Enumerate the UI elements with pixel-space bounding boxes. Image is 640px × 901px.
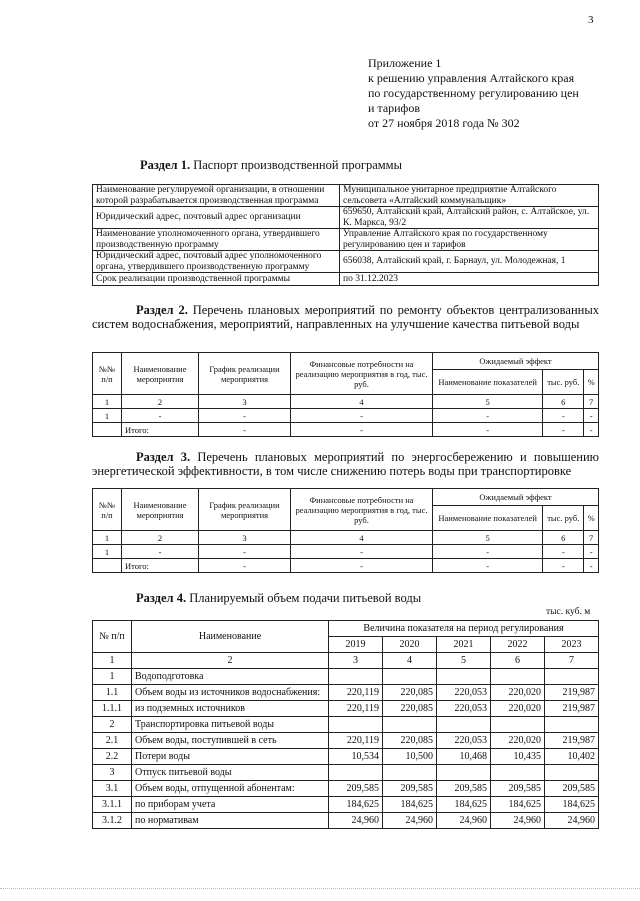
header-cell: Ожидаемый эффект [433, 489, 599, 506]
header-cell: №№ п/п [93, 353, 122, 395]
table-cell [544, 717, 598, 733]
table-cell: 6 [543, 395, 584, 409]
table-cell: - [543, 559, 584, 573]
table-cell: 3.1.1 [93, 797, 132, 813]
table-cell: 1 [93, 409, 122, 423]
table-cell: 656038, Алтайский край, г. Барнаул, ул. Молодежная, 1 [340, 251, 599, 273]
table-cell: - [543, 423, 584, 437]
table-cell: 24,960 [490, 813, 544, 829]
table-cell: 184,625 [436, 797, 490, 813]
header-cell: Наименование показателей [433, 506, 543, 531]
table-cell: 220,119 [329, 733, 383, 749]
appendix-line: от 27 ноября 2018 года № 302 [368, 116, 520, 130]
table-cell: 6 [490, 653, 544, 669]
table-cell: - [433, 409, 543, 423]
table-cell [93, 559, 122, 573]
table-cell: Муниципальное унитарное предприятие Алтайского сельсовета «Алтайский коммунальщик» [340, 185, 599, 207]
table-cell: Транспортировка питьевой воды [132, 717, 329, 733]
table-cell: 659650, Алтайский край, Алтайский район, с. Алтайское, ул. К. Маркса, 93/2 [340, 207, 599, 229]
table-cell [329, 669, 383, 685]
table-row [93, 669, 599, 685]
section2-title [92, 303, 599, 331]
header-cell: % [584, 506, 599, 531]
table-row [93, 185, 599, 207]
table-cell: 1 [93, 545, 122, 559]
table-cell: 24,960 [382, 813, 436, 829]
table-cell: 209,585 [436, 781, 490, 797]
table-row [93, 813, 599, 829]
year-cell: 2019 [329, 637, 383, 653]
table-cell: 2 [122, 531, 199, 545]
table-row [93, 717, 599, 733]
table-cell: 2 [93, 717, 132, 733]
table-cell: - [199, 559, 291, 573]
table-cell: по 31.12.2023 [340, 273, 599, 286]
table-row [93, 395, 599, 409]
table-cell: 5 [433, 395, 543, 409]
table-cell: 7 [544, 653, 598, 669]
table-cell [329, 765, 383, 781]
table-row [93, 749, 599, 765]
table-cell: - [291, 423, 433, 437]
table-cell: - [291, 409, 433, 423]
appendix-line: по государственному регулированию цен [368, 86, 579, 100]
table-header-row [93, 353, 599, 370]
table-cell: - [584, 409, 599, 423]
header-cell: тыс. руб. [543, 506, 584, 531]
table-cell: - [291, 559, 433, 573]
table-cell: - [122, 545, 199, 559]
appendix-line: Приложение 1 [368, 56, 442, 70]
table-cell: Потери воды [132, 749, 329, 765]
table-cell: 2.1 [93, 733, 132, 749]
table-cell: Срок реализации производственной программы [93, 273, 340, 286]
table-cell: 220,119 [329, 701, 383, 717]
table-cell: Итого: [122, 559, 199, 573]
table-cell [382, 765, 436, 781]
table-header-row [93, 621, 599, 637]
table-row [93, 559, 599, 573]
table-cell: 4 [291, 395, 433, 409]
table-cell: Наименование уполномоченного органа, утвердившего производственную программу [93, 229, 340, 251]
table-cell: 2.2 [93, 749, 132, 765]
table-cell: - [433, 545, 543, 559]
table-cell: 220,020 [490, 685, 544, 701]
table-cell: 3 [329, 653, 383, 669]
table-row [93, 229, 599, 251]
header-cell: Величина показателя на период регулирования [329, 621, 599, 637]
table-row [93, 545, 599, 559]
section-title-text: Перечень плановых мероприятий по энергосбережению и повышению энергетической эффективности, в том числе снижению потерь воды при транспортировке [92, 450, 599, 478]
table-cell: 7 [584, 395, 599, 409]
measures-table-2 [92, 488, 599, 573]
table-cell: 10,435 [490, 749, 544, 765]
header-cell: Наименование показателей [433, 370, 543, 395]
header-cell: График реализации мероприятия [199, 489, 291, 531]
table-cell: 209,585 [544, 781, 598, 797]
table-row [93, 653, 599, 669]
table-cell: Юридический адрес, почтовый адрес организации [93, 207, 340, 229]
table-cell: 2 [122, 395, 199, 409]
table-cell: 10,402 [544, 749, 598, 765]
header-cell: Наименование [132, 621, 329, 653]
measures-table-1 [92, 352, 599, 437]
table-cell: 220,085 [382, 733, 436, 749]
header-cell: Наименование мероприятия [122, 353, 199, 395]
table-cell: 2 [132, 653, 329, 669]
header-cell: График реализации мероприятия [199, 353, 291, 395]
table-cell: - [199, 545, 291, 559]
table-cell: - [433, 559, 543, 573]
table-cell: 7 [584, 531, 599, 545]
table-cell: 220,085 [382, 701, 436, 717]
table-cell: 1.1 [93, 685, 132, 701]
table-cell: 24,960 [436, 813, 490, 829]
table-cell [490, 669, 544, 685]
table-cell [436, 765, 490, 781]
section-title-text: Перечень плановых мероприятий по ремонту объектов централизованных систем водоснабжения, мероприятий, направленных на улучшение качества питьевой воды [92, 303, 599, 331]
table-cell: 1 [93, 531, 122, 545]
header-cell: Наименование мероприятия [122, 489, 199, 531]
water-volume-table [92, 620, 599, 829]
page-number: 3 [588, 14, 594, 26]
table-row [93, 781, 599, 797]
table-row [93, 531, 599, 545]
table-cell: - [584, 545, 599, 559]
table-cell: 220,053 [436, 701, 490, 717]
table-cell [382, 669, 436, 685]
table-cell [490, 717, 544, 733]
table-cell: из подземных источников [132, 701, 329, 717]
page-edge-divider [0, 888, 640, 889]
table-cell: 220,020 [490, 701, 544, 717]
table-cell [490, 765, 544, 781]
table-cell: 3.1.2 [93, 813, 132, 829]
table-cell [544, 669, 598, 685]
table-cell: Юридический адрес, почтовый адрес уполномоченного органа, утвердившего производственную программу [93, 251, 340, 273]
table-cell: 3 [199, 395, 291, 409]
table-cell: 3 [199, 531, 291, 545]
header-cell: тыс. руб. [543, 370, 584, 395]
table-cell: Объем воды, отпущенной абонентам: [132, 781, 329, 797]
table-cell [329, 717, 383, 733]
table-cell: 184,625 [382, 797, 436, 813]
table-cell: 219,987 [544, 701, 598, 717]
table-row [93, 733, 599, 749]
header-cell: % [584, 370, 599, 395]
section4-title [136, 591, 421, 606]
table-cell: 184,625 [490, 797, 544, 813]
table-cell: Отпуск питьевой воды [132, 765, 329, 781]
table-cell: - [543, 545, 584, 559]
table-cell: 3.1 [93, 781, 132, 797]
table-cell: Управление Алтайского края по государственному регулированию цен и тарифов [340, 229, 599, 251]
table-cell [436, 669, 490, 685]
table-cell: 1 [93, 395, 122, 409]
table-row [93, 251, 599, 273]
table-cell: Объем воды, поступившей в сеть [132, 733, 329, 749]
section-label: Раздел 4. [136, 591, 187, 605]
table-cell: 4 [382, 653, 436, 669]
table-row [93, 701, 599, 717]
header-cell: № п/п [93, 621, 132, 653]
header-cell: Ожидаемый эффект [433, 353, 599, 370]
table-cell [436, 717, 490, 733]
table-cell: по приборам учета [132, 797, 329, 813]
table-cell: Объем воды из источников водоснабжения: [132, 685, 329, 701]
table-cell: 10,534 [329, 749, 383, 765]
table-cell: 219,987 [544, 685, 598, 701]
table-cell [382, 717, 436, 733]
table-cell: - [291, 545, 433, 559]
table-cell: 4 [291, 531, 433, 545]
section-label: Раздел 3. [136, 450, 191, 464]
table-cell: 184,625 [544, 797, 598, 813]
table-cell: 220,020 [490, 733, 544, 749]
table-row [93, 273, 599, 286]
section-title-text: Планируемый объем подачи питьевой воды [186, 591, 422, 605]
table-cell: 5 [433, 531, 543, 545]
table-row [93, 765, 599, 781]
table-cell: 10,500 [382, 749, 436, 765]
table-row [93, 423, 599, 437]
header-cell: Финансовые потребности на реализацию мероприятия в год, тыс. руб. [291, 489, 433, 531]
section3-title [92, 450, 599, 478]
table-cell: - [199, 423, 291, 437]
table-cell: 220,053 [436, 733, 490, 749]
table-row [93, 409, 599, 423]
section-label: Раздел 2. [136, 303, 188, 317]
table-cell: - [584, 559, 599, 573]
table-row [93, 685, 599, 701]
table-cell: Итого: [122, 423, 199, 437]
section-label: Раздел 1. [140, 158, 191, 172]
header-cell: №№ п/п [93, 489, 122, 531]
table-cell [544, 765, 598, 781]
section-title-text: Паспорт производственной программы [190, 158, 402, 172]
year-cell: 2022 [490, 637, 544, 653]
table-cell: 209,585 [382, 781, 436, 797]
table-cell: 220,085 [382, 685, 436, 701]
table-row [93, 207, 599, 229]
table-cell: - [199, 409, 291, 423]
table-cell: по нормативам [132, 813, 329, 829]
table-cell: 220,119 [329, 685, 383, 701]
appendix-line: и тарифов [368, 101, 421, 115]
year-cell: 2023 [544, 637, 598, 653]
table-cell: 24,960 [544, 813, 598, 829]
appendix-line: к решению управления Алтайского края [368, 71, 575, 85]
section1-title [140, 158, 402, 173]
table-cell: 1 [93, 669, 132, 685]
year-cell: 2021 [436, 637, 490, 653]
year-cell: 2020 [382, 637, 436, 653]
table-cell: 10,468 [436, 749, 490, 765]
appendix-header [368, 56, 579, 131]
table-cell: 6 [543, 531, 584, 545]
table-cell: 209,585 [329, 781, 383, 797]
table-cell: 1.1.1 [93, 701, 132, 717]
table-cell: 220,053 [436, 685, 490, 701]
unit-label: тыс. куб. м [546, 607, 591, 617]
table-cell: 24,960 [329, 813, 383, 829]
header-cell: Финансовые потребности на реализацию мероприятия в год, тыс. руб. [291, 353, 433, 395]
table-cell: 5 [436, 653, 490, 669]
table-cell: - [543, 409, 584, 423]
table-cell: 1 [93, 653, 132, 669]
table-cell: - [433, 423, 543, 437]
table-row [93, 797, 599, 813]
table-header-row [93, 489, 599, 506]
table-cell: 3 [93, 765, 132, 781]
table-cell [93, 423, 122, 437]
table-cell: Водоподготовка [132, 669, 329, 685]
table-cell: 184,625 [329, 797, 383, 813]
table-cell: 209,585 [490, 781, 544, 797]
table-cell: - [584, 423, 599, 437]
passport-table [92, 184, 599, 286]
table-cell: - [122, 409, 199, 423]
table-cell: 219,987 [544, 733, 598, 749]
table-cell: Наименование регулируемой организации, в отношении которой разрабатывается производственная программа [93, 185, 340, 207]
